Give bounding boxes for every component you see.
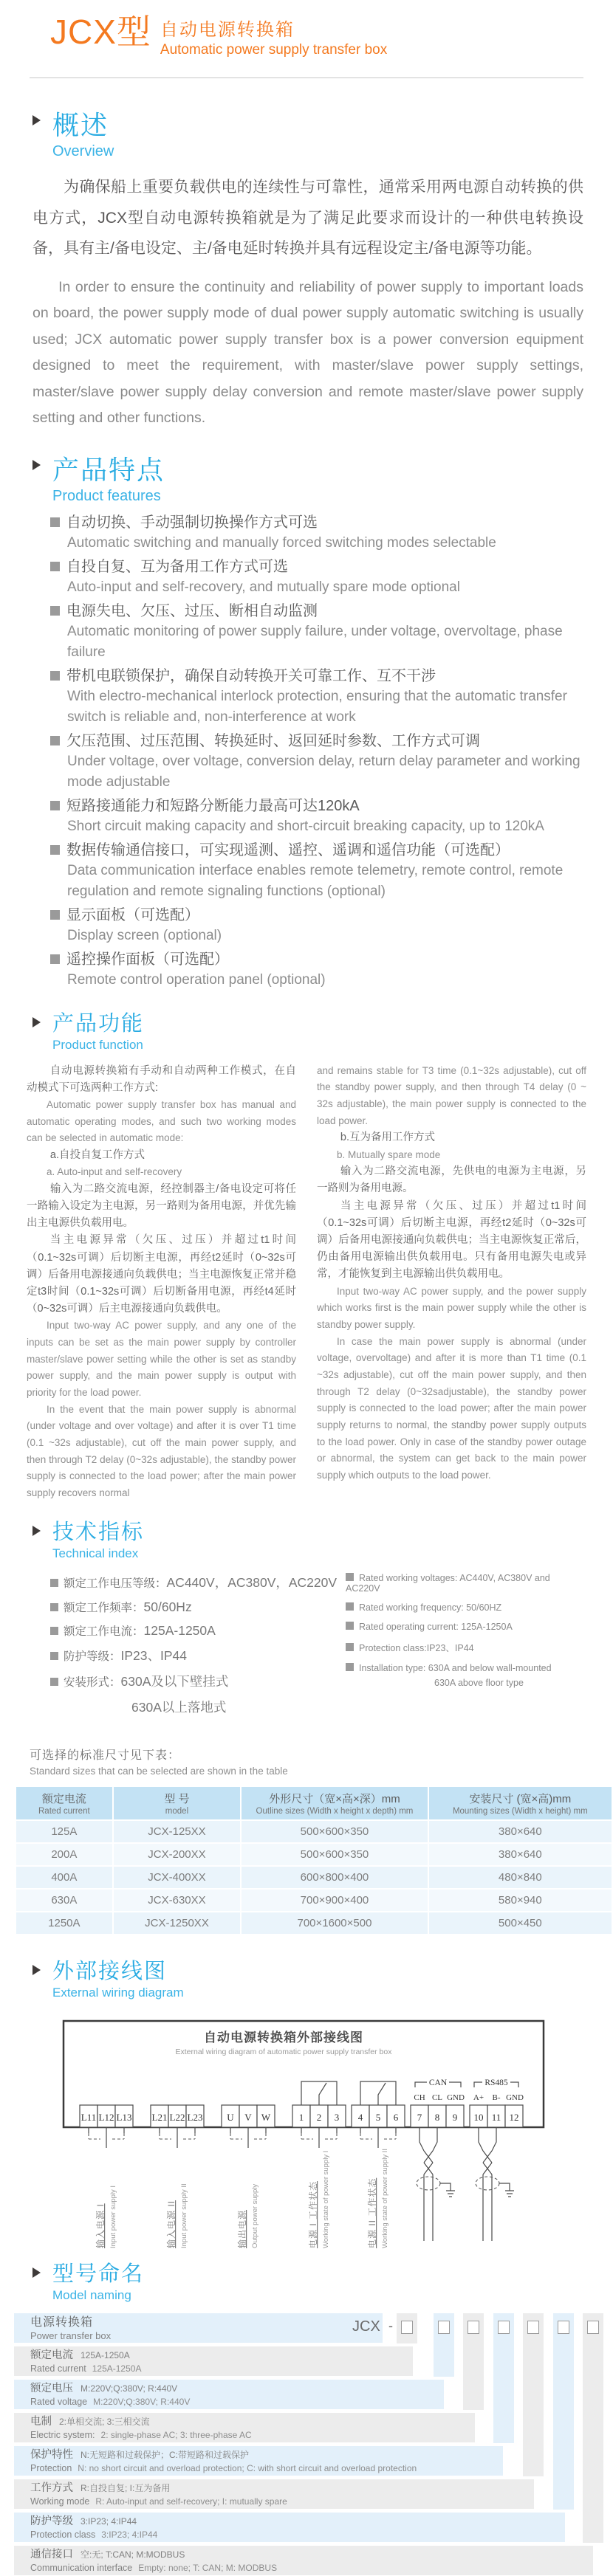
ladder-row-label-cn: 保护特性 — [30, 2448, 73, 2461]
feature-cn-label: 遥控操作面板（可选配） — [66, 951, 229, 968]
model-code-box — [438, 2321, 450, 2334]
table-row — [16, 1912, 612, 1934]
table-cell: 125A — [16, 1821, 112, 1842]
function-paragraph: a. Auto-input and self-recovery — [47, 1166, 182, 1178]
ladder-row-label-cn: 额定电流 — [30, 2349, 73, 2361]
feature-cn-label: 电源失电、欠压、过压、断相自动监测 — [66, 602, 318, 619]
feature-text-en: Short circuit making capacity and short-circuit breaking capacity, up to 120kA — [67, 818, 544, 834]
ladder-row-label-cn: 通信接口 — [30, 2548, 73, 2560]
pin-label: B- — [492, 2093, 501, 2102]
technical-item-cn — [50, 1672, 346, 1690]
bullet-square-icon — [346, 1573, 354, 1581]
function-paragraph: a.自投自复工作方式 — [49, 1149, 145, 1162]
technical-label: 额定工作电压等级： — [64, 1577, 167, 1590]
twisted-pair-can — [419, 2127, 437, 2151]
ladder-row-label-cn: 工作方式 — [30, 2482, 73, 2494]
table-cell: 700×900×400 — [242, 1890, 427, 1911]
feature-text-en: With electro-mechanical interlock protection, ensuring that the automatic transfer switch is reliable and, non-interference at work — [67, 688, 567, 725]
technical-list-cn — [50, 1573, 346, 1723]
table-cell: 480×840 — [429, 1867, 612, 1888]
feature-item — [50, 601, 583, 663]
terminal-label: W — [261, 2111, 271, 2123]
feature-cn-label: 显示面板（可选配） — [66, 906, 199, 923]
terminal-label: 3 — [334, 2111, 340, 2123]
ladder-row-line-en — [30, 2495, 534, 2508]
terminal-label: 2 — [316, 2111, 322, 2123]
wiring-group-label-cn: 输入电源 II — [166, 2200, 177, 2248]
pin-label: CH — [414, 2093, 425, 2102]
table-cell: JCX-200XX — [114, 1844, 241, 1865]
table-row — [16, 1844, 612, 1865]
ladder-strip — [523, 2313, 544, 2476]
technical-item-en — [346, 1602, 583, 1613]
model-code-prefix: JCX — [352, 2318, 380, 2335]
terminal-label: 7 — [417, 2111, 422, 2123]
ladder-row — [14, 2346, 413, 2376]
ladder-row-line-cn — [30, 2448, 503, 2462]
ground-symbol — [499, 2183, 514, 2197]
table-row — [16, 1867, 612, 1888]
feature-text-cn — [50, 512, 583, 533]
feature-text-en: Remote control operation panel (optional) — [67, 971, 326, 988]
technical-value-cont: 630A以上落地式 — [131, 1699, 227, 1715]
table-header-cell — [242, 1787, 427, 1819]
table-cell: 600×800×400 — [242, 1867, 427, 1888]
technical-label: 额定工作频率： — [64, 1601, 144, 1614]
ladder-row-line-cn — [30, 2349, 413, 2362]
features-heading-cn: 产品特点 — [52, 454, 165, 485]
table-cell: 200A — [16, 1844, 112, 1865]
technical-heading-en: Technical index — [52, 1546, 139, 1560]
technical-heading-cn: 技术指标 — [52, 1520, 145, 1544]
section-marker-icon — [32, 115, 41, 125]
ladder-row-value-en: 3:IP23; 4:IP44 — [101, 2529, 158, 2540]
function-paragraph: 输入为二路交流电源，先供电的电源为主电源，另一路则为备用电源。 — [317, 1165, 586, 1195]
function-paragraph: 自动电源转换箱有手动和自动两种工作模式，在自动模式下可选两种工作方式: — [27, 1064, 296, 1094]
terminal-label: 8 — [434, 2111, 440, 2123]
technical-value: IP23、IP44 — [120, 1647, 188, 1663]
feature-text-en: Automatic switching and manually forced switching modes selectable — [67, 534, 496, 551]
section-marker-icon — [32, 1526, 41, 1536]
terminal-label: L21 — [151, 2111, 168, 2123]
function-paragraph: In the event that the main power supply is abnormal (under voltage and over voltage) and after it is over T1 time (0.1 ~32s adjustable), cut off the main power supply, and then through T2 delay (0~32s adjustable), the standby power supply is connected to the load power; after the main power supply recovers normal — [27, 1403, 296, 1499]
features-list — [50, 512, 583, 991]
ladder-row-label-en: Working mode — [30, 2496, 90, 2507]
bullet-square-icon — [50, 562, 60, 571]
ladder-row — [14, 2413, 475, 2442]
function-paragraph: 输入为二路交流电源，经控制器主/备电设定可将任一路输入设定为主电源，另一路则为备用电源，并优先输出主电源供负载用电。 — [27, 1182, 296, 1230]
wiring-group-label-en: Output power supply — [251, 2183, 259, 2248]
table-cell: 580×940 — [429, 1890, 612, 1911]
feature-item — [50, 512, 583, 554]
terminal-label: 12 — [509, 2111, 519, 2123]
feature-text-en: Auto-input and self-recovery, and mutually spare mode optional — [67, 579, 460, 595]
model-naming-heading-cn: 型号命名 — [52, 2262, 145, 2286]
wiring-group-label-cn: 电源 I 工作状态 — [308, 2180, 318, 2248]
pin-label: GND — [447, 2093, 465, 2102]
model-code-box — [527, 2321, 539, 2334]
feature-text-cn — [50, 840, 583, 861]
bullet-square-icon — [50, 606, 60, 616]
section-marker-icon — [32, 460, 41, 470]
ladder-row-label-cn: 电制 — [30, 2415, 52, 2428]
feature-text-en: Under voltage, over voltage, conversion delay, return delay parameter and working mode adjustable — [67, 753, 581, 790]
overview-paragraph-en: In order to ensure the continuity and reliability of power supply to important loads on board, the power supply mode of dual power supply automatic switching is usually used; JCX automatic power supply transfer box is a power conversion equipment designed to meet the requirement, with master/slave power supply settings, master/slave power supply delay conversion and remote master/slave power supply setting and other functions. — [32, 278, 583, 427]
feature-cn-label: 自投自复、互为备用工作方式可选 — [66, 558, 288, 575]
technical-text: Rated working voltages: AC440V, AC380V and AC220V — [346, 1572, 550, 1594]
table-cell: JCX-125XX — [114, 1821, 241, 1842]
ladder-row-value-cn: 2:单相交流; 3:三相交流 — [59, 2416, 150, 2427]
model-naming-ladder — [14, 2313, 605, 2576]
product-name-cn: 自动电源转换箱 — [160, 20, 295, 40]
technical-item-cn — [50, 1646, 346, 1664]
bullet-square-icon — [50, 845, 60, 855]
technical-section-header — [32, 1515, 613, 1561]
feature-cn-label: 短路接通能力和短路分断能力最高可达120kA — [66, 797, 360, 814]
function-paragraph: b. Mutually spare mode — [337, 1148, 441, 1160]
technical-label: 防护等级： — [64, 1650, 121, 1663]
header-cn: 安装尺寸 (宽×高)mm — [469, 1792, 572, 1805]
terminal-label: 9 — [452, 2111, 458, 2123]
model-code-box — [401, 2321, 413, 2334]
technical-item-en — [346, 1622, 583, 1632]
bullet-square-icon — [50, 517, 60, 527]
overview-paragraph-cn: 为确保船上重要负载供电的连续性与可靠性，通常采用两电源自动转换的供电方式，JCX型自动电源转换箱就是为了满足此要求而设计的一种供电转换设备，具有主/备电设定、主/备电延时转换并具有远程设定主/备电源等功能。 — [32, 179, 583, 258]
wiring-group-label-cn: 输入电源 I — [95, 2203, 106, 2248]
ladder-row-line-en — [30, 2462, 503, 2475]
function-paragraph: Automatic power supply transfer box has manual and automatic operating modes, and such two working modes can be selected in automatic mode: — [27, 1099, 296, 1144]
wiring-heading-cn: 外部接线图 — [52, 1959, 168, 1983]
table-cell: 500×450 — [429, 1912, 612, 1934]
wiring-group-label-en: Input power supply II — [180, 2183, 188, 2248]
function-paragraph: In case the main power supply is abnormal (under voltage, overvoltage) and after it is more than T1 time (0.1 ~32s adjustable), cut off the main power supply, and then through T2 delay (0~32sadjustable), the standby power supply is connected to the load power; after the main power supply returns to normal, the standby power supply outputs to the load power. Only in case of the standby power outage or abnormal, the system can get back to the main power supply which outputs to the load power. — [317, 1335, 586, 1481]
ladder-row — [14, 2513, 565, 2542]
ladder-row-value-cn: 空:无; T:CAN; M:MODBUS — [81, 2549, 185, 2560]
shield-ellipse — [476, 2177, 499, 2190]
terminal-label: L13 — [116, 2111, 132, 2123]
technical-label: 额定工作电流： — [64, 1625, 144, 1638]
ladder-row-label-en: Protection — [30, 2462, 72, 2473]
ladder-row-line-en — [30, 2428, 475, 2442]
ladder-row-label-cn: 额定电压 — [30, 2382, 73, 2394]
terminal-label: 11 — [491, 2111, 501, 2123]
wiring-section-header — [32, 1955, 613, 2000]
table-row — [16, 1821, 612, 1842]
ladder-strip — [553, 2313, 574, 2510]
technical-value: 630A及以下壁挂式 — [120, 1673, 229, 1689]
wiring-group-label-en: Working state of power supply II — [381, 2148, 389, 2248]
terminal-label: V — [244, 2111, 252, 2123]
technical-value: AC440V，AC380V，AC220V — [166, 1574, 338, 1590]
shield-ellipse — [417, 2177, 440, 2190]
ladder-row-line-cn — [30, 2482, 534, 2495]
table-cell: JCX-400XX — [114, 1867, 241, 1888]
ladder-row-value-en: Empty: none; T: CAN; M: MODBUS — [138, 2562, 278, 2573]
feature-text-cn — [50, 666, 583, 686]
table-header-cell — [16, 1787, 112, 1819]
ladder-row-label-en: Communication interface — [30, 2562, 133, 2573]
technical-text: Rated working frequency: 50/60HZ — [359, 1602, 502, 1613]
ladder-row-value-cn: N:无短路和过载保护；C:带短路和过载保护 — [81, 2449, 250, 2460]
bullet-square-icon — [346, 1602, 354, 1611]
table-row — [16, 1890, 612, 1911]
table-cell: 700×1600×500 — [242, 1912, 427, 1934]
ladder-row-line-cn — [30, 2415, 475, 2428]
terminal-label: U — [227, 2111, 234, 2123]
header-en: Mounting sizes (Width x height) mm — [452, 1806, 588, 1816]
feature-item — [50, 949, 583, 991]
technical-text: Protection class:IP23、IP44 — [359, 1642, 474, 1653]
technical-item-cn — [50, 1573, 346, 1591]
rs485-bus-label: RS485 — [484, 2078, 508, 2087]
feature-text-en: Display screen (optional) — [67, 927, 222, 943]
model-code-separator: - — [388, 2318, 393, 2333]
ladder-row-label-en: Power transfer box — [30, 2329, 112, 2341]
ladder-row-value-cn: R:自投自复; I:互为备用 — [81, 2482, 171, 2493]
header-en: Rated current — [38, 1806, 90, 1816]
table-cell: 500×600×350 — [242, 1821, 427, 1842]
ladder-row — [14, 2479, 534, 2509]
wiring-box-title-en: External wiring diagram of automatic power supply transfer box — [175, 2047, 392, 2056]
ladder-row-value-cn: M:220V;Q:380V; R:440V — [81, 2383, 178, 2394]
sizes-note-en: Standard sizes that can be selected are shown in the table — [30, 1765, 288, 1777]
feature-text-cn — [50, 796, 583, 816]
ladder-row-value-cn: 3:IP23; 4:IP44 — [81, 2515, 137, 2527]
wiring-group-label-cn: 输出电源 — [237, 2209, 247, 2248]
bullet-square-icon — [50, 1603, 58, 1611]
table-cell: 1250A — [16, 1912, 112, 1934]
table-cell: 380×640 — [429, 1821, 612, 1842]
technical-item-en — [346, 1641, 583, 1654]
product-model-title: JCX型 — [50, 13, 151, 51]
feature-text-cn — [50, 905, 583, 926]
technical-value: 50/60Hz — [143, 1599, 192, 1614]
product-title-block — [0, 0, 613, 58]
wiring-group-label-en: Working state of power supply I — [322, 2150, 330, 2248]
function-paragraph: and remains stable for T3 time (0.1~32s adjustable), cut off the standby power supply, and then through T4 delay (0 ~ 32s adjustable), the main power supply is connected to the load power. — [317, 1064, 586, 1126]
wiring-box-title-cn: 自动电源转换箱外部接线图 — [204, 2030, 363, 2045]
ladder-row-label-en: Rated current — [30, 2363, 86, 2374]
ladder-row — [14, 2546, 593, 2575]
ladder-row-value-en: M:220V;Q:380V; R:440V — [93, 2396, 191, 2407]
feature-text-cn — [50, 557, 583, 577]
bullet-square-icon — [50, 910, 60, 920]
function-paragraph: 当主电源异常（欠压、过压）并超过t1时间（0.1~32s可调）后切断主电源，再经t2延时（0~32s可调）后备用电源接通向负载供电；当主电源恢复正常后，仍由备用电源输出供负载用电。只有备用电源失电或异常，才能恢复到主电源输出供负载用电。 — [317, 1199, 586, 1281]
ladder-row-line-cn — [30, 2515, 565, 2528]
terminal-label: 5 — [375, 2111, 381, 2123]
standard-sizes-table — [15, 1785, 613, 1935]
function-section-header — [32, 1007, 613, 1053]
bullet-square-icon — [50, 954, 60, 964]
technical-item-en — [346, 1663, 583, 1673]
feature-text-cn — [50, 731, 583, 751]
header-cn: 额定电流 — [41, 1792, 86, 1805]
header-en: Outline sizes (Width x height x depth) mm — [256, 1806, 414, 1816]
ladder-row — [14, 2446, 503, 2476]
ladder-strip — [583, 2313, 603, 2543]
ground-symbol — [440, 2183, 455, 2197]
technical-item-en — [346, 1573, 583, 1594]
technical-label: 安装形式： — [64, 1676, 121, 1689]
technical-text-cont: 630A above floor type — [434, 1677, 524, 1688]
feature-item — [50, 796, 583, 837]
ladder-row-line-cn — [30, 2382, 444, 2395]
model-code-box — [498, 2321, 510, 2334]
wiring-diagram — [62, 2018, 549, 2254]
bullet-square-icon — [50, 1579, 58, 1587]
technical-text: Rated operating current: 125A-1250A — [359, 1621, 513, 1632]
terminal-label: 10 — [473, 2111, 484, 2123]
function-columns — [27, 1063, 586, 1502]
ladder-row — [14, 2380, 444, 2409]
technical-list-en — [346, 1573, 583, 1723]
pin-label: GND — [506, 2093, 524, 2102]
bullet-square-icon — [50, 1652, 58, 1660]
header-en: model — [165, 1806, 189, 1816]
ladder-row-value-cn: 125A-1250A — [81, 2349, 130, 2360]
function-heading-en: Product function — [52, 1037, 143, 1052]
technical-item-cn — [50, 1622, 346, 1639]
ladder-row-value-en: 125A-1250A — [92, 2363, 142, 2374]
ladder-row-line-en — [30, 2528, 565, 2541]
technical-columns — [50, 1573, 583, 1723]
table-cell: 400A — [16, 1867, 112, 1888]
bullet-square-icon — [50, 1678, 58, 1686]
terminal-label: L12 — [98, 2111, 114, 2123]
table-header-cell — [429, 1787, 612, 1819]
model-naming-heading-en: Model naming — [52, 2287, 131, 2302]
ladder-row-line-en — [30, 2395, 444, 2408]
overview-heading-en: Overview — [52, 143, 114, 159]
model-code-box — [558, 2321, 569, 2334]
feature-cn-label: 自动切换、手动强制切换操作方式可选 — [66, 514, 318, 531]
can-bus-label: CAN — [428, 2078, 448, 2087]
function-paragraph: Input two-way AC power supply, and any one of the inputs can be set as the main power supply by controller master/slave power setting while the other is set as standby power supply, and the main power supply is output with priority for the load power. — [27, 1320, 296, 1399]
feature-item — [50, 731, 583, 793]
ladder-row-line-cn — [30, 2548, 593, 2561]
bullet-square-icon — [346, 1663, 354, 1671]
header-cn: 外形尺寸（宽×高×深）mm — [269, 1792, 400, 1805]
terminal-label: L23 — [187, 2111, 203, 2123]
feature-item — [50, 840, 583, 902]
wiring-group-label-cn: 电源 II 工作状态 — [367, 2177, 377, 2248]
function-column-right — [306, 1063, 586, 1502]
bullet-square-icon — [50, 1627, 58, 1635]
pin-label: A+ — [473, 2093, 484, 2102]
bullet-square-icon — [50, 671, 60, 681]
terminal-label: L22 — [169, 2111, 185, 2123]
technical-value: 125A-1250A — [143, 1622, 216, 1638]
model-code-box — [468, 2321, 479, 2334]
feature-cn-label: 数据传输通信接口，可实现遥测、遥控、遥调和遥信功能（可选配） — [66, 841, 510, 858]
table-cell: 500×600×350 — [242, 1844, 427, 1865]
twisted-pair-can-braid — [424, 2151, 433, 2241]
ladder-row-label-en: Protection class — [30, 2529, 96, 2540]
feature-text-cn — [50, 601, 583, 621]
table-cell: 380×640 — [429, 1844, 612, 1865]
feature-text-en: Data communication interface enables remote telemetry, remote control, remote regulation and remote signaling functions (optional) — [67, 862, 564, 899]
model-naming-section-header — [32, 2257, 613, 2303]
table-header-cell — [114, 1787, 241, 1819]
bullet-square-icon — [50, 736, 60, 745]
header-cn: 型 号 — [164, 1792, 190, 1805]
feature-text-en: Automatic monitoring of power supply failure, under voltage, overvoltage, phase failure — [67, 623, 563, 660]
table-header-row — [16, 1787, 612, 1819]
ladder-row-line-en — [30, 2561, 593, 2575]
section-marker-icon — [32, 1017, 41, 1027]
bullet-square-icon — [50, 801, 60, 810]
twisted-pair-rs485 — [479, 2127, 496, 2151]
bullet-square-icon — [346, 1643, 354, 1651]
feature-text-cn — [50, 949, 583, 970]
function-paragraph: 当主电源异常（欠压、过压）并超过t1时间（0.1~32s可调）后切断主电源，再经t2延时（0~32s可调）后备用电源接通向负载供电；当主电源恢复正常并稳定t3时间（0.1~32s可调）后切断备用电源，再经t4延时（0~32s可调）后主电源接通向负载供电。 — [27, 1234, 296, 1315]
function-column-left — [27, 1063, 306, 1502]
terminal-label: 1 — [298, 2111, 304, 2123]
pin-label: CL — [431, 2093, 443, 2102]
ladder-row-label-en: Rated voltage — [30, 2396, 88, 2407]
sizes-note-cn: 可选择的标准尺寸见下表： — [30, 1749, 181, 1762]
wiring-group-label-en: Input power supply I — [109, 2185, 117, 2248]
feature-cn-label: 欠压范围、过压范围、转换延时、返回延时参数、工作方式可调 — [66, 732, 480, 749]
product-name-en: Automatic power supply transfer box — [160, 42, 388, 58]
twisted-pair-rs485-braid — [483, 2151, 492, 2241]
ladder-row — [14, 2313, 383, 2343]
features-section-header — [32, 450, 613, 505]
ladder-row-value-en: R: Auto-input and self-recovery; I: mutually spare — [95, 2496, 287, 2507]
section-marker-icon — [32, 2267, 41, 2278]
technical-item-cn — [50, 1599, 346, 1615]
terminal-label: 4 — [357, 2111, 363, 2123]
model-code-box — [587, 2321, 599, 2334]
feature-cn-label: 带机电联锁保护，确保自动转换开关可靠工作、互不干涉 — [66, 667, 436, 684]
ladder-row-label-cn: 防护等级 — [30, 2515, 73, 2527]
overview-heading-cn: 概述 — [52, 110, 109, 140]
ladder-row-value-en: N: no short circuit and overload protection; C: with short circuit and overload protection — [78, 2462, 417, 2473]
ladder-row-label-cn: 电源转换箱 — [30, 2315, 94, 2329]
feature-item — [50, 557, 583, 598]
function-paragraph: Input two-way AC power supply, and the power supply which works first is the main power supply while the other is standby power supply. — [317, 1285, 586, 1330]
function-paragraph: b.互为备用工作方式 — [340, 1132, 435, 1144]
feature-item — [50, 905, 583, 946]
bullet-square-icon — [346, 1622, 354, 1630]
function-heading-cn: 产品功能 — [52, 1011, 145, 1036]
table-cell: JCX-630XX — [114, 1890, 241, 1911]
wiring-heading-en: External wiring diagram — [52, 1985, 184, 2000]
terminal-label: 6 — [393, 2111, 399, 2123]
ladder-row-value-en: 2: single-phase AC; 3: three-phase AC — [100, 2429, 252, 2440]
ladder-row-line-en — [30, 2362, 413, 2375]
table-cell: JCX-1250XX — [114, 1912, 241, 1934]
features-heading-en: Product features — [52, 487, 161, 504]
table-cell: 630A — [16, 1890, 112, 1911]
terminal-label: L11 — [81, 2111, 97, 2123]
overview-section-header — [32, 105, 613, 160]
ladder-row-label-en: Electric system: — [30, 2429, 95, 2440]
section-marker-icon — [32, 1965, 41, 1975]
feature-item — [50, 666, 583, 728]
technical-text: Installation type: 630A and below wall-mounted — [359, 1662, 552, 1673]
